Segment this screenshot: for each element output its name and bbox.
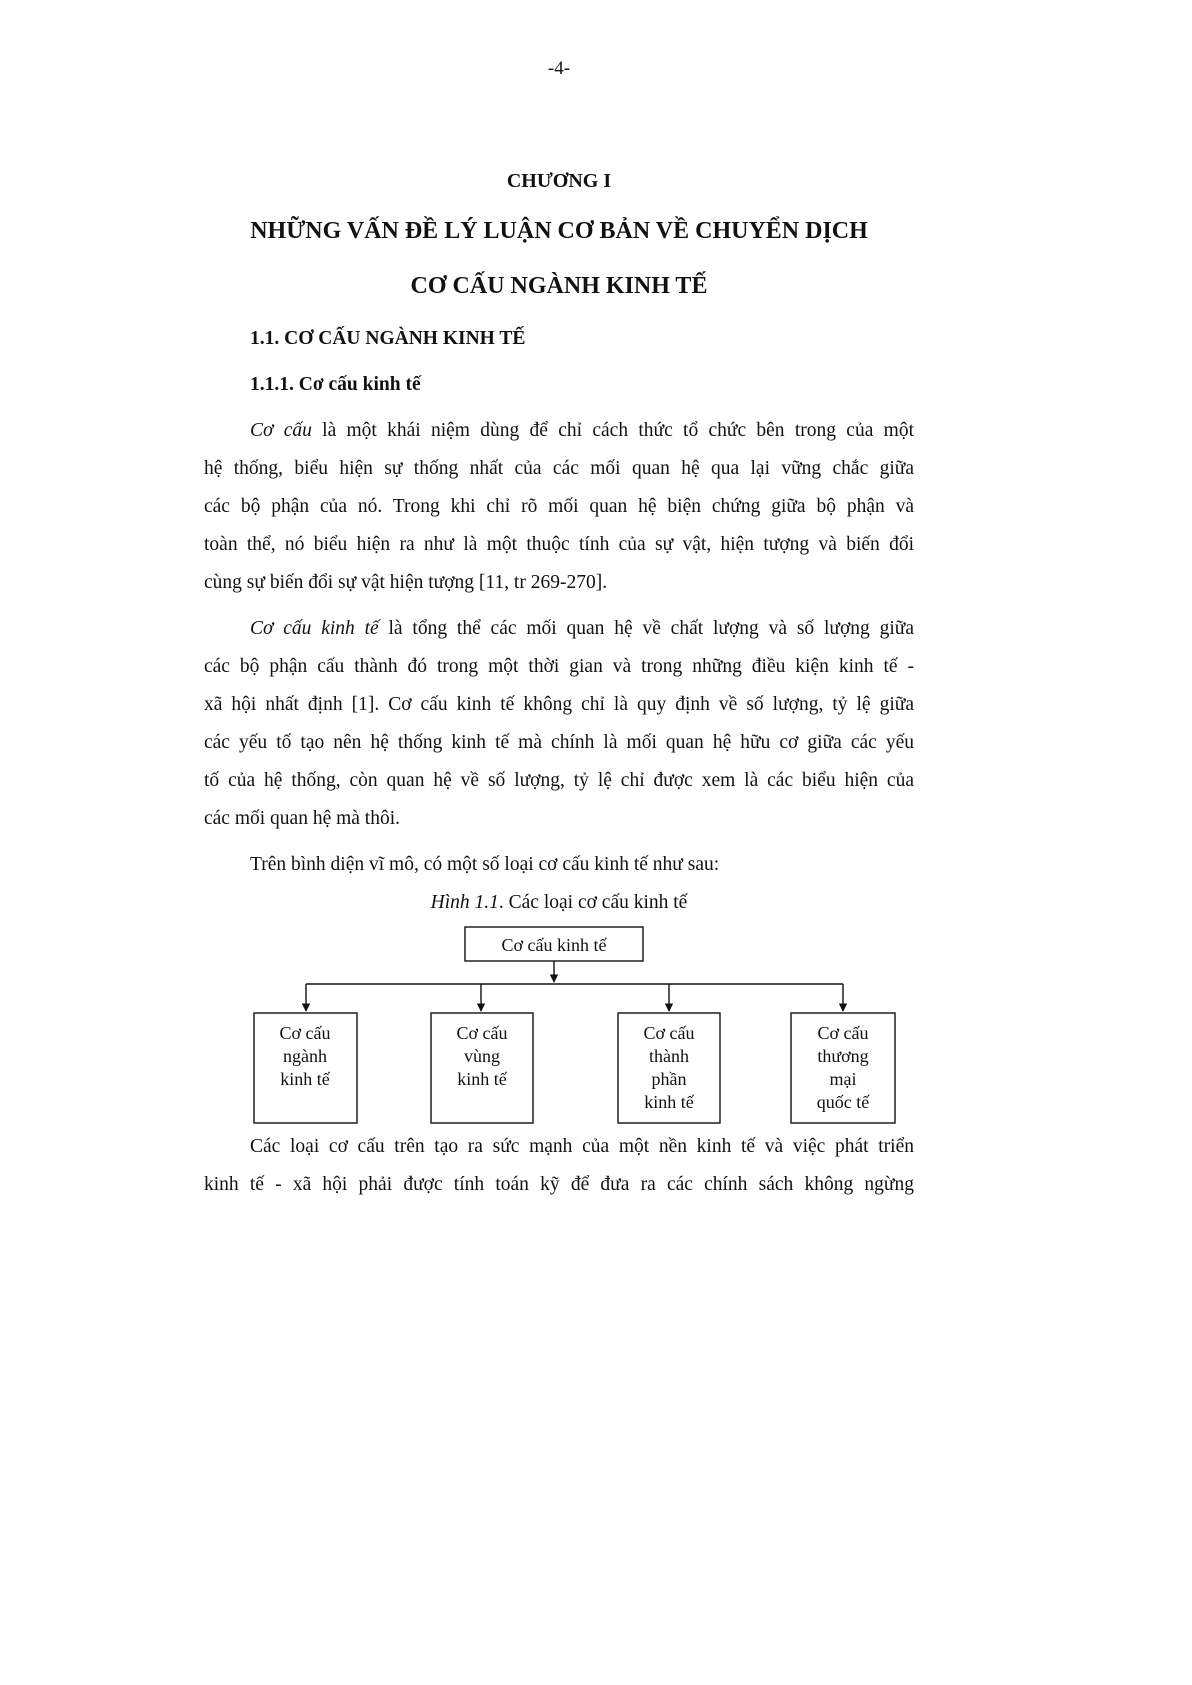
chapter-heading: CHƯƠNG I xyxy=(506,170,612,192)
chapter-title-line-1: NHỮNG VẤN ĐỀ LÝ LUẬN CƠ BẢN VỀ CHUYỂN DỊCH xyxy=(250,218,868,244)
svg-text:vùng: vùng xyxy=(464,1046,500,1066)
paragraph-line: Cơ cấu kinh tế là tổng thể các mối quan hệ về chất lượng và số lượng giữa xyxy=(250,618,914,639)
diagram-root-node xyxy=(465,927,643,961)
svg-text:kinh tế: kinh tế xyxy=(280,1069,330,1089)
chapter-title-line-2: CƠ CẤU NGÀNH KINH TẾ xyxy=(410,273,708,299)
figure-label: Hình 1.1 xyxy=(430,892,499,913)
svg-text:thương: thương xyxy=(817,1046,869,1066)
paragraph-line: Cơ cấu là một khái niệm dùng để chỉ cách thức tổ chức bên trong của một xyxy=(250,420,914,441)
svg-text:Cơ cấu: Cơ cấu xyxy=(643,1023,695,1043)
paragraph-line: toàn thể, nó biểu hiện ra như là một thuộc tính của sự vật, hiện tượng và biến đổi xyxy=(204,534,914,555)
diagram-root-label: Cơ cấu kinh tế xyxy=(501,935,607,955)
svg-text:thành: thành xyxy=(649,1046,689,1066)
svg-text:mại: mại xyxy=(829,1069,857,1089)
diagram-node-sector-structure xyxy=(254,1013,357,1123)
svg-text:ngành: ngành xyxy=(283,1046,327,1066)
term-italic: Cơ cấu xyxy=(250,420,312,441)
paragraph-line: các mối quan hệ mà thôi. xyxy=(204,808,401,829)
paragraph-line: tố của hệ thống, còn quan hệ về số lượng, tỷ lệ chỉ được xem là các biểu hiện của xyxy=(204,770,914,791)
svg-text:Cơ cấu: Cơ cấu xyxy=(279,1023,331,1043)
svg-text:Cơ cấu: Cơ cấu xyxy=(456,1023,508,1043)
paragraph-line: các yếu tố tạo nên hệ thống kinh tế mà chính là mối quan hệ hữu cơ giữa các yếu xyxy=(204,732,914,753)
svg-text:phần: phần xyxy=(651,1069,687,1089)
term-italic: Cơ cấu kinh tế xyxy=(250,618,379,639)
paragraph-line: các bộ phận của nó. Trong khi chỉ rõ mối quan hệ biện chứng giữa bộ phận và xyxy=(204,496,914,517)
svg-text:Cơ cấu: Cơ cấu xyxy=(817,1023,869,1043)
paragraph-line: Các loại cơ cấu trên tạo ra sức mạnh của một nền kinh tế và việc phát triển xyxy=(250,1136,914,1157)
section-heading: 1.1. CƠ CẤU NGÀNH KINH TẾ xyxy=(250,328,526,349)
diagram-node-regional-structure xyxy=(431,1013,533,1123)
paragraph-line: cùng sự biến đổi sự vật hiện tượng [11, tr 269-270]. xyxy=(204,572,608,593)
svg-text:kinh tế: kinh tế xyxy=(457,1069,507,1089)
diagram-node-ownership-structure xyxy=(618,1013,720,1123)
economic-structure-diagram xyxy=(240,920,910,1130)
figure-caption: Hình 1.1. Các loại cơ cấu kinh tế xyxy=(430,892,688,913)
paragraph-line: hệ thống, biểu hiện sự thống nhất của các mối quan hệ qua lại vững chắc giữa xyxy=(204,458,914,479)
paragraph-line: các bộ phận cấu thành đó trong một thời gian và trong những điều kiện kinh tế - xyxy=(204,656,914,677)
diagram-node-trade-structure xyxy=(791,1013,895,1123)
paragraph-intro-types: Trên bình diện vĩ mô, có một số loại cơ cấu kinh tế như sau: xyxy=(250,854,720,875)
svg-text:quốc tế: quốc tế xyxy=(816,1092,870,1112)
subsection-heading: 1.1.1. Cơ cấu kinh tế xyxy=(250,374,421,395)
paragraph-line: xã hội nhất định [1]. Cơ cấu kinh tế không chỉ là quy định về số lượng, tỷ lệ giữa xyxy=(204,694,914,715)
svg-text:kinh tế: kinh tế xyxy=(644,1092,694,1112)
paragraph-line: kinh tế - xã hội phải được tính toán kỹ để đưa ra các chính sách không ngừng xyxy=(204,1174,914,1195)
page-number: -4- xyxy=(547,58,571,79)
